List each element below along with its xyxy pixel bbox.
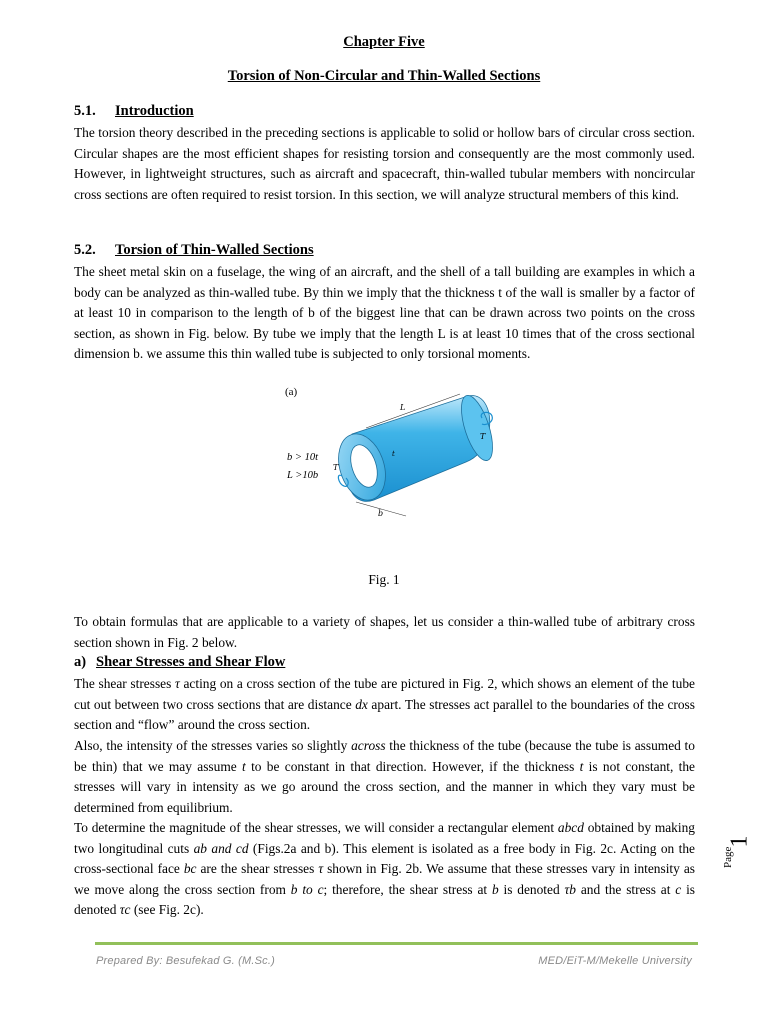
section-heading-thin-walled bbox=[74, 242, 314, 259]
subsection-heading-shear bbox=[74, 654, 285, 671]
torque-label-right: T bbox=[480, 432, 486, 441]
footer-institution: MED/EiT-M/Mekelle University bbox=[538, 955, 692, 967]
figure-panel-label: (a) bbox=[285, 386, 298, 398]
footer-author: Prepared By: Besufekad G. (M.Sc.) bbox=[96, 955, 276, 967]
subsection-label: a) bbox=[74, 654, 87, 670]
torque-label-left: T bbox=[333, 463, 339, 472]
footer-rule bbox=[95, 942, 698, 945]
stress-intensity-paragraph: Also, the intensity of the stresses varies so slightly across the thickness of the tube (because the tube is assumed to be thin) that we may assume t to be constant in that direction. However, if the thickness t is not constant, the stresses will vary in intensity as we go around the cross section, and the manner in which they vary must be determined from equilibrium. bbox=[74, 738, 696, 815]
page-number bbox=[712, 822, 768, 872]
length-label: L bbox=[400, 403, 406, 412]
thin-walled-tube-figure bbox=[270, 384, 510, 534]
thickness-label: t bbox=[392, 450, 395, 458]
page-word: Page bbox=[722, 846, 734, 868]
subsection-title: Shear Stresses and Shear Flow bbox=[96, 654, 286, 670]
section-heading-introduction bbox=[74, 103, 194, 120]
section-title: Introduction bbox=[115, 103, 194, 119]
element-abcd-paragraph: To determine the magnitude of the shear stresses, we will consider a rectangular element abcd obtained by making two longitudinal cuts ab and cd (Figs.2a and b). This element is isolated as a free body in Fig. 2c. Acting on the cross-sectional face bc are the shear stresses τ shown in Fig. 2b. We assume that these stresses vary in intensity as we move along the cross section from b to c; therefore, the shear stress at b is denoted τb and the stress at c is denoted τc (see Fig. 2c). bbox=[74, 820, 696, 918]
introduction-paragraph: The torsion theory described in the preceding sections is applicable to solid or hollow bars of circular cross section. Circular shapes are the most efficient shapes for resisting torsion and consequently are the most commonly used. However, in lightweight structures, such as aircraft and spacecraft, thin-walled tubular members with noncircular cross sections are often required to resist torsion. In this section, we will analyze structural members of this kind. bbox=[74, 125, 695, 202]
page-digit: 1 bbox=[726, 835, 753, 848]
chapter-heading: Chapter Five bbox=[343, 34, 425, 50]
shear-stress-paragraph: The shear stresses τ acting on a cross section of the tube are pictured in Fig. 2, which shows an element of the tube cut out between two cross sections that are distance dx apart. The stresses act parallel to the boundaries of the cross section and “flow” around the cross section. bbox=[74, 676, 695, 733]
section-title: Torsion of Thin-Walled Sections bbox=[115, 242, 314, 258]
thin-walled-paragraph: The sheet metal skin on a fuselage, the wing of an aircraft, and the shell of a tall building are examples in which a body can be analyzed as thin-walled tube. By thin we imply that the thickness t of the wall is smaller by a factor of at least 10 in comparison to the length of b of the biggest line that can be drawn across two points on the cross section, as shown in Fig. below. By tube we imply that the length L is at least 10 times that of the cross sectional dimension b. we assume this thin walled tube is subjected to only torsional moments. bbox=[74, 264, 695, 362]
condition-b: b > 10t bbox=[287, 452, 319, 463]
section-number: 5.1. bbox=[74, 103, 96, 119]
section-number: 5.2. bbox=[74, 242, 96, 258]
figure-caption: Fig. 1 bbox=[368, 572, 400, 587]
condition-l: L >10b bbox=[287, 470, 319, 481]
fig2-intro-paragraph: To obtain formulas that are applicable to a variety of shapes, let us consider a thin-walled tube of arbitrary cross section shown in Fig. 2 below. bbox=[74, 614, 695, 650]
chapter-title: Torsion of Non-Circular and Thin-Walled Sections bbox=[227, 68, 541, 84]
width-label: b bbox=[378, 509, 384, 518]
